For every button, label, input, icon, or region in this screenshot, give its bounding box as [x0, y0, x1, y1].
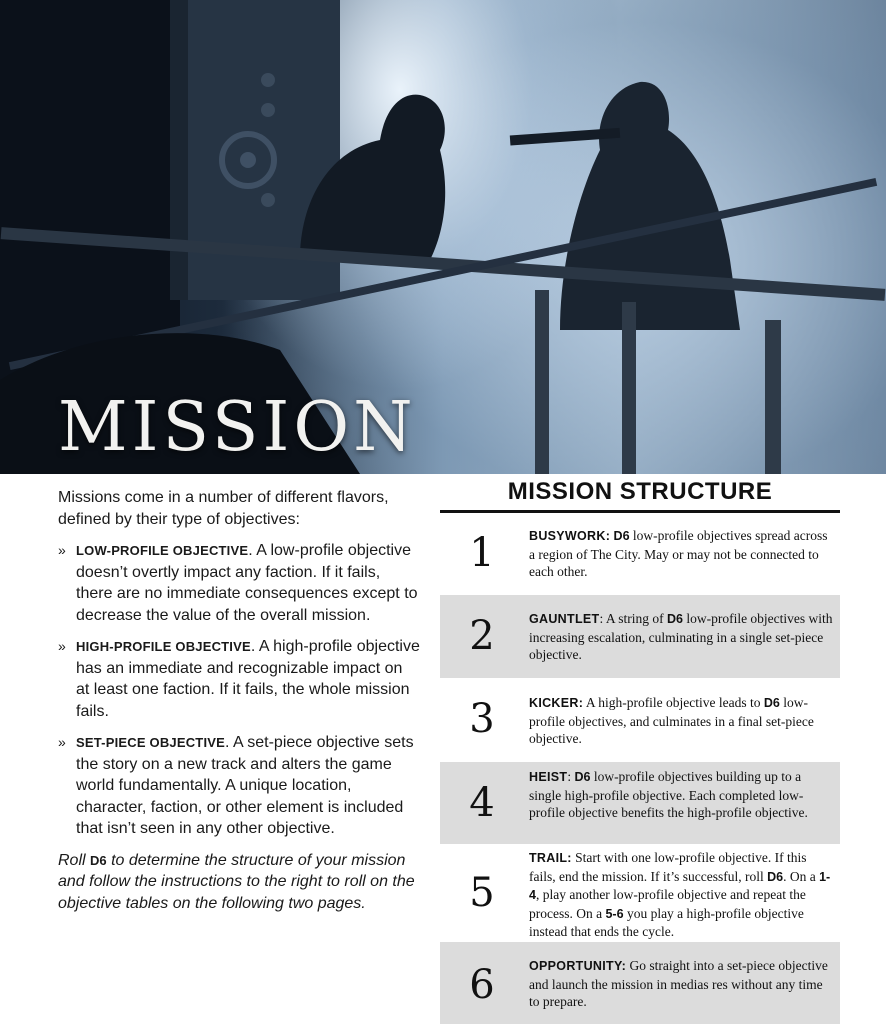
row-text: low-profile objectives, and culminates in a final set-piece objective. [529, 695, 814, 746]
row-text: : A string of [599, 611, 667, 626]
table-row [440, 762, 840, 844]
table-row [440, 518, 840, 592]
roll-number: 6 [469, 962, 495, 1008]
hero-image [0, 0, 886, 474]
row-bold: D6 [763, 696, 780, 710]
roll-number: 5 [469, 870, 495, 916]
bullet-glyph: » [58, 638, 66, 654]
table-title: MISSION STRUCTURE [507, 478, 773, 505]
vault-bolt [261, 73, 275, 87]
row-text: low-profile objectives with increasing escalation, culminating in a single set-piece objective. [529, 611, 833, 662]
row-label: HEIST [529, 770, 568, 784]
row-label: KICKER: [529, 696, 584, 710]
vault-wheel-hub [240, 152, 256, 168]
table-row [440, 942, 840, 1024]
row-bold: D6 [574, 770, 591, 784]
row-description [529, 527, 833, 581]
objective-text: . A set-piece objective sets the story on a new track and alters the game world fundamentally. A unique location, character, faction, or other element is included that isn’t seen in any other objective. [76, 734, 414, 837]
vault-bolt [261, 103, 275, 117]
outro-text-a: Roll [58, 851, 91, 869]
row-label: GAUNTLET [529, 612, 600, 626]
row-description [529, 849, 833, 941]
row-label: OPPORTUNITY: [529, 959, 627, 973]
page-title: MISSION [58, 388, 417, 467]
outro-paragraph [58, 850, 420, 915]
railing-post [765, 320, 781, 474]
row-bold: 5-6 [605, 906, 624, 921]
row-description [529, 957, 833, 1011]
objective-list [58, 540, 420, 840]
railing-post [535, 290, 549, 474]
objective-term: LOW-PROFILE OBJECTIVE [76, 543, 249, 558]
outro-die: D6 [90, 852, 107, 868]
row-bold: 1-4 [529, 869, 831, 902]
row-text: . On a [783, 868, 820, 884]
row-bold: D6 [767, 869, 784, 884]
objective-text: . A high-profile objective has an immediate and recognizable impact on at least one faction. If it fails, the whole mission fails. [76, 638, 420, 720]
bullet-glyph: » [58, 542, 66, 558]
objective-text: . A low-profile objective doesn’t overtly impact any faction. If it fails, there are no immediate consequences except to decrease the value of the overall mission. [76, 542, 418, 624]
bullet-glyph: » [58, 734, 66, 750]
intro-paragraph: Missions come in a number of different flavors, defined by their type of objectives: [58, 489, 389, 528]
title-rule [440, 510, 840, 513]
row-bold: D6 [613, 529, 630, 543]
roll-number: 1 [469, 530, 495, 576]
operative-silhouette-right [560, 82, 740, 330]
row-text: Start with one low-profile objective. If this fails, end the mission. If it’s successful, roll [529, 850, 807, 884]
row-description [529, 768, 833, 822]
table-row [440, 595, 840, 678]
roll-number: 3 [469, 696, 495, 742]
list-item-set-piece [58, 732, 420, 840]
row-text: low-profile objectives spread across a region of The City. May or may not be connected to each other. [529, 528, 828, 579]
list-item-high-profile [58, 636, 420, 722]
table-row [440, 680, 840, 760]
table-row [440, 845, 840, 940]
row-description [529, 610, 833, 664]
row-description [529, 694, 833, 748]
roll-number: 4 [469, 780, 495, 826]
row-text: , play another low-profile objective and repeat the process. On a [529, 887, 806, 921]
objective-term: HIGH-PROFILE OBJECTIVE [76, 639, 251, 654]
roll-number: 2 [469, 613, 495, 659]
railing-post [622, 302, 636, 474]
vault-bolt [261, 193, 275, 207]
objective-term: SET-PIECE OBJECTIVE [76, 735, 226, 750]
row-text: Go straight into a set-piece objective and launch the mission in medias res without any time to prepare. [529, 958, 828, 1009]
list-item-low-profile [58, 540, 420, 626]
row-label: BUSYWORK: [529, 529, 611, 543]
objective-types-column [58, 487, 420, 914]
outro-text-b: to determine the structure of your mission and follow the instructions to the right to roll on the objective tables on the following two pages. [58, 851, 415, 912]
row-label: TRAIL: [529, 851, 572, 865]
row-text: you play a high-profile objective instead that ends the cycle. [529, 905, 804, 939]
row-text: A high-profile objective leads to [583, 695, 764, 710]
row-text: : [567, 769, 575, 784]
row-bold: D6 [666, 612, 683, 626]
vault-door-edge [170, 0, 188, 300]
row-text: low-profile objectives building up to a single high-profile objective. Each completed low-profile objective benefits the high-profile objective. [529, 769, 808, 820]
